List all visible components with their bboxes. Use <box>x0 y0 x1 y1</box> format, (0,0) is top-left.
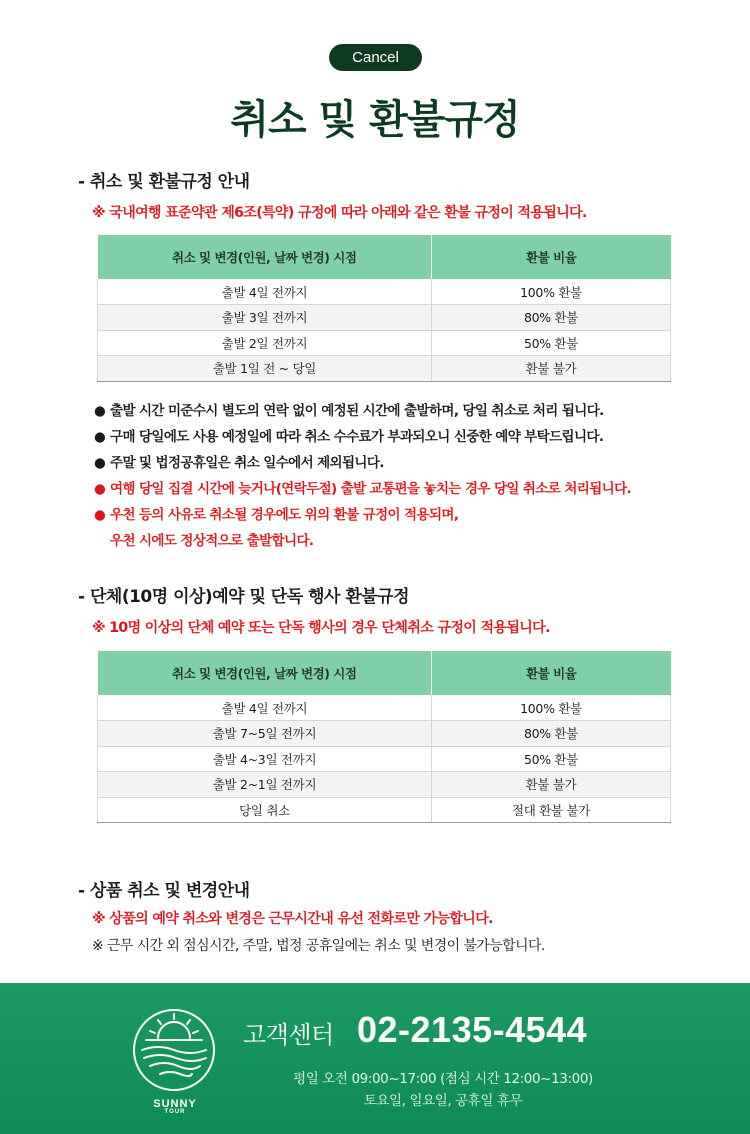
table-cell: 출발 2~1일 전까지 <box>98 772 432 798</box>
table-cell: 당일 취소 <box>98 797 432 823</box>
list-item <box>94 450 714 476</box>
table-row <box>98 330 671 356</box>
table-cell: 출발 4일 전까지 <box>98 279 432 305</box>
bullet-icon: ● <box>94 455 106 471</box>
list-item <box>94 502 714 528</box>
table-header-rate: 환불 비율 <box>432 651 671 695</box>
bullet-icon: ● <box>94 507 106 523</box>
table-cell: 80% 환불 <box>432 305 671 331</box>
list-item-text: 여행 당일 집결 시간에 늦거나(연락두절) 출발 교통편을 놓치는 경우 당일 취소로 처리됩니다. <box>110 481 632 497</box>
table-cell: 50% 환불 <box>432 746 671 772</box>
table-row <box>98 746 671 772</box>
page-title: 취소 및 환불규정 <box>230 97 520 143</box>
table-row <box>98 772 671 798</box>
bullet-icon: ● <box>94 429 106 445</box>
table-cell: 출발 4~3일 전까지 <box>98 746 432 772</box>
table-row <box>98 797 671 823</box>
weekday-hours: 평일 오전 09:00~17:00 (점심 시간 12:00~13:00) <box>293 1071 593 1087</box>
table-header-timing: 취소 및 변경(인원, 날짜 변경) 시점 <box>98 651 432 695</box>
list-item-text: 우천 등의 사유로 취소될 경우에도 위의 환불 규정이 적용되며, <box>110 507 459 523</box>
list-item <box>94 528 714 554</box>
closed-days: 토요일, 일요일, 공휴일 휴무 <box>363 1093 523 1109</box>
business-hours <box>243 1068 643 1112</box>
section-title-group-refund: - 단체(10명 이상)예약 및 단독 행사 환불규정 <box>78 587 410 607</box>
policy-bullet-list <box>94 398 714 554</box>
table-row <box>98 721 671 747</box>
refund-table <box>97 235 671 382</box>
group-refund-table <box>97 651 671 823</box>
table-cell: 절대 환불 불가 <box>432 797 671 823</box>
list-item-text: 주말 및 법정공휴일은 취소 일수에서 제외됩니다. <box>110 455 384 471</box>
cancel-tag: Cancel <box>329 44 422 71</box>
table-cell: 출발 1일 전 ~ 당일 <box>98 356 432 382</box>
bullet-icon: ● <box>94 403 106 419</box>
list-item-text: 구매 당일에도 사용 예정일에 따라 취소 수수료가 부과되오니 신중한 예약 부탁드립니다. <box>110 429 604 445</box>
list-item <box>94 476 714 502</box>
logo-wordmark: SUNNY TOUR <box>153 1098 197 1115</box>
section-title-change-info: - 상품 취소 및 변경안내 <box>78 881 250 901</box>
bullet-icon: ● <box>94 481 106 497</box>
table-header-rate: 환불 비율 <box>432 235 671 279</box>
table-cell: 환불 불가 <box>432 356 671 382</box>
table-cell: 80% 환불 <box>432 721 671 747</box>
list-item <box>94 424 714 450</box>
section-title-refund-policy: - 취소 및 환불규정 안내 <box>78 172 250 192</box>
table-row <box>98 356 671 382</box>
list-item-text: 우천 시에도 정상적으로 출발합니다. <box>110 533 314 549</box>
table-cell: 100% 환불 <box>432 695 671 721</box>
table-cell: 환불 불가 <box>432 772 671 798</box>
table-header-timing: 취소 및 변경(인원, 날짜 변경) 시점 <box>98 235 432 279</box>
table-row <box>98 279 671 305</box>
standard-terms-note: ※ 국내여행 표준약관 제6조(특약) 규정에 따라 아래와 같은 환불 규정이 적용됩니다. <box>92 205 587 221</box>
table-cell: 출발 3일 전까지 <box>98 305 432 331</box>
table-row <box>98 695 671 721</box>
table-cell: 50% 환불 <box>432 330 671 356</box>
off-hours-note: ※ 근무 시간 외 점심시간, 주말, 법정 공휴일에는 취소 및 변경이 불가능합니다. <box>92 938 545 954</box>
table-cell: 출발 7~5일 전까지 <box>98 721 432 747</box>
list-item <box>94 398 714 424</box>
change-phone-only-note: ※ 상품의 예약 취소와 변경은 근무시간내 유선 전화로만 가능합니다. <box>92 911 493 927</box>
customer-center-label: 고객센터 <box>243 1021 334 1049</box>
table-row <box>98 305 671 331</box>
table-cell: 출발 2일 전까지 <box>98 330 432 356</box>
phone-number[interactable]: 02-2135-4544 <box>357 1009 588 1050</box>
list-item-text: 출발 시간 미준수시 별도의 연락 없이 예정된 시간에 출발하며, 당일 취소로 처리 됩니다. <box>110 403 604 419</box>
table-cell: 100% 환불 <box>432 279 671 305</box>
group-policy-note: ※ 10명 이상의 단체 예약 또는 단독 행사의 경우 단체취소 규정이 적용됩니다. <box>92 620 550 636</box>
table-cell: 출발 4일 전까지 <box>98 695 432 721</box>
